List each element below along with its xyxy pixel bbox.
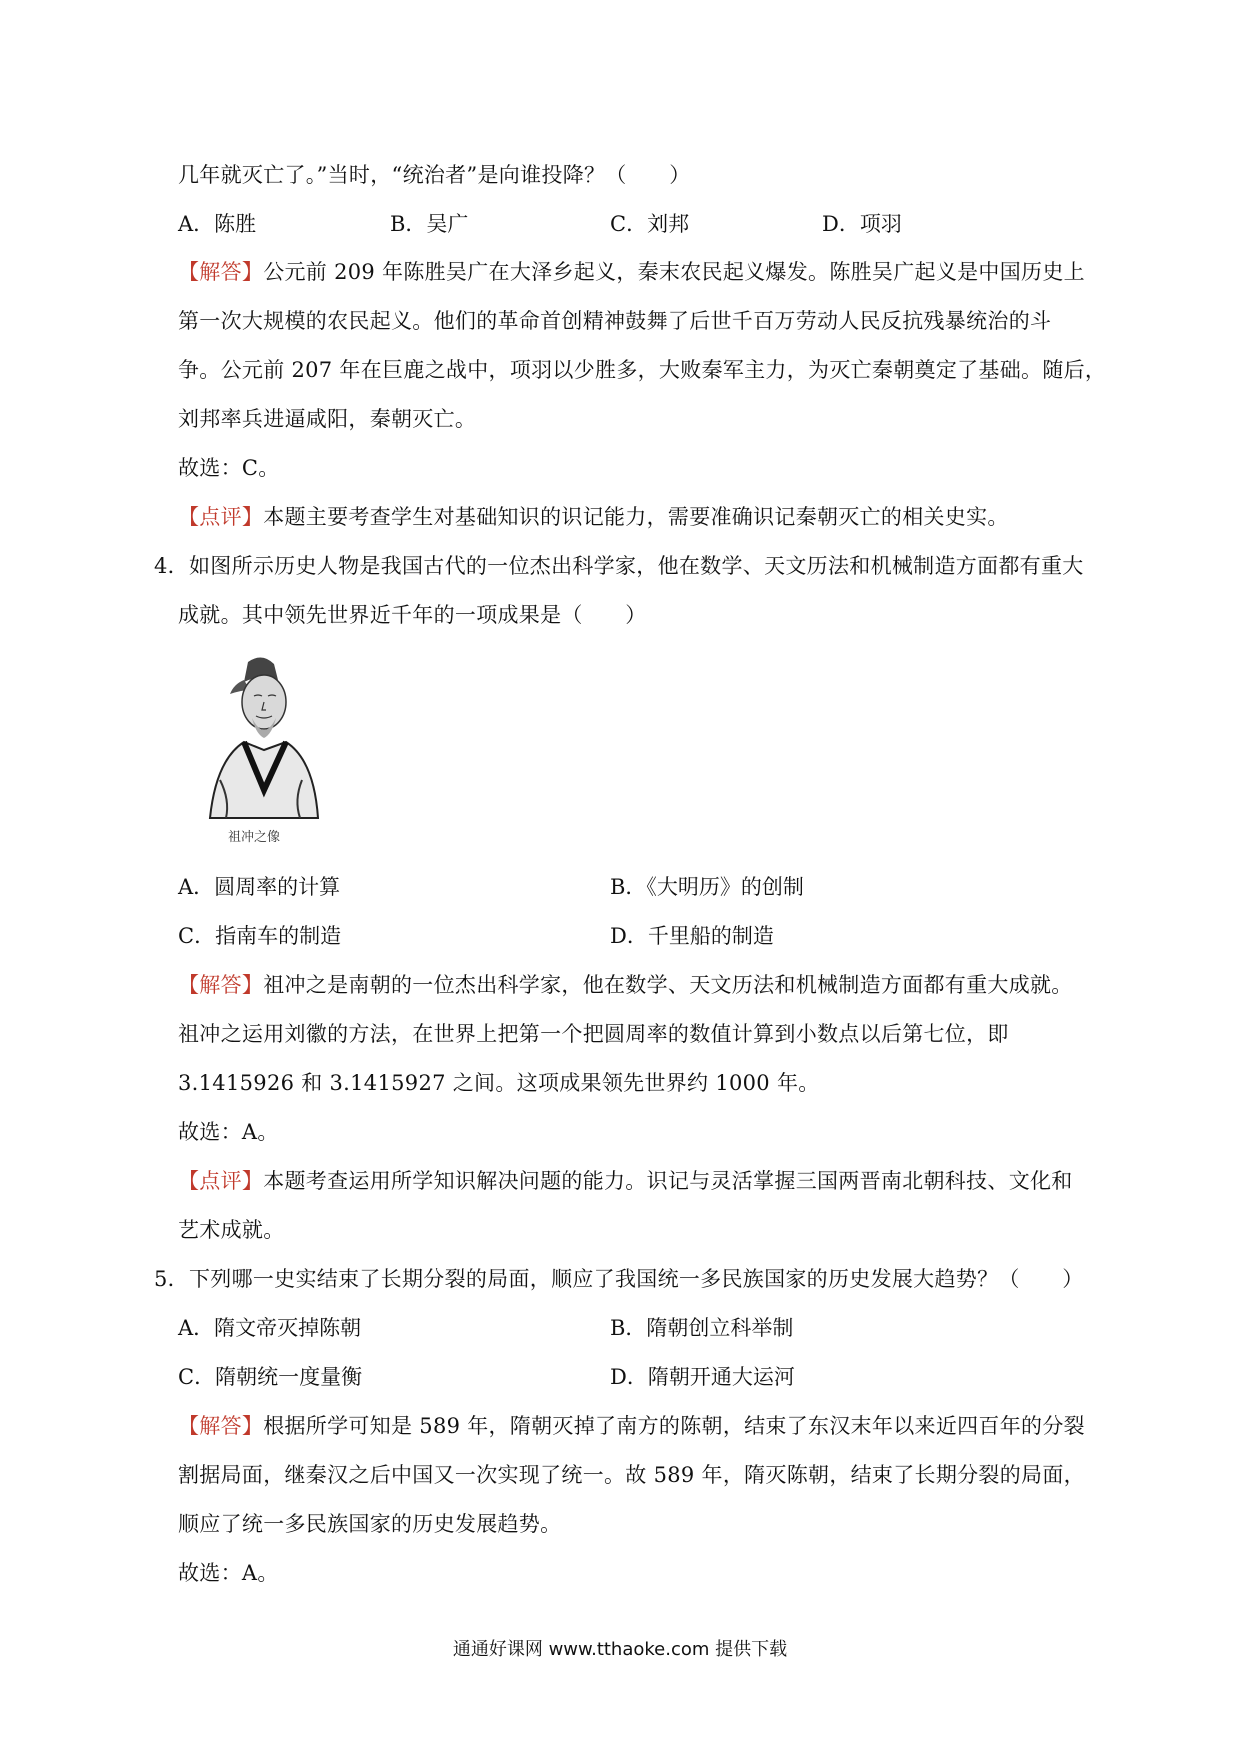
q3-option-a: A．陈胜 [178,212,257,236]
q4-answer-line-2: 祖冲之运用刘徽的方法，在世界上把第一个把圆周率的数值计算到小数点以后第七位，即 [178,1022,1009,1046]
page-footer: 通通好课网 www.tthaoke.com 提供下载 [452,1639,788,1660]
q4-option-b: B．《大明历》的创制 [610,875,804,899]
q4-choice: 故选：A。 [178,1120,279,1144]
q4-option-d: D．千里船的制造 [610,924,774,948]
q5-option-a: A．隋文帝灭掉陈朝 [178,1316,362,1340]
q3-answer-line-2: 第一次大规模的农民起义。他们的革命首创精神鼓舞了后世千百万劳动人民反抗残暴统治的斗 [178,309,1052,333]
q5-stem: 5．下列哪一史实结束了长期分裂的局面，顺应了我国统一多民族国家的历史发展大趋势？（ ） [154,1267,1084,1291]
q3-comment: 【点评】本题主要考查学生对基础知识的识记能力，需要准确识记秦朝灭亡的相关史实。 [178,505,1009,529]
q5-answer-line-3: 顺应了统一多民族国家的历史发展趋势。 [178,1512,562,1536]
q3-answer-line-4: 刘邦率兵进逼咸阳，秦朝灭亡。 [178,407,477,431]
q4-comment-line-1: 【点评】本题考查运用所学知识解决问题的能力。识记与灵活掌握三国两晋南北朝科技、文化和 [178,1169,1073,1193]
q5-number: 5． [154,1267,189,1291]
q4-stem-line-2: 成就。其中领先世界近千年的一项成果是（ ） [178,603,647,627]
portrait-caption: 祖冲之像 [228,830,281,845]
q4-answer-line-3: 3.1415926 和 3.1415927 之间。这项成果领先世界约 1000 年。 [178,1071,820,1095]
zu-chongzhi-portrait-image [190,650,330,820]
q3-option-d: D．项羽 [822,212,902,236]
q4-number: 4． [154,554,189,578]
q3-answer-line-3: 争。公元前 207 年在巨鹿之战中，项羽以少胜多，大败秦军主力，为灭亡秦朝奠定了基础。随后， [178,358,1107,382]
q4-option-a: A．圆周率的计算 [178,875,341,899]
q4-answer-tag: 【解答】 [178,973,264,997]
q3-choice: 故选：C。 [178,456,280,480]
q5-answer-line-1: 【解答】根据所学可知是 589 年，隋朝灭掉了南方的陈朝，结束了东汉末年以来近四百年的分裂 [178,1414,1085,1438]
q5-answer-line-2: 割据局面，继秦汉之后中国又一次实现了统一。故 589 年，隋灭陈朝，结束了长期分裂的局面， [178,1463,1085,1487]
q3-answer-line-1: 【解答】公元前 209 年陈胜吴广在大泽乡起义，秦末农民起义爆发。陈胜吴广起义是中国历史上 [178,260,1085,284]
q3-answer-tag: 【解答】 [178,260,264,284]
q4-comment-line-2: 艺术成就。 [178,1218,285,1242]
q3-option-c: C．刘邦 [610,212,690,236]
q3-comment-tag: 【点评】 [178,505,264,529]
q3-stem-continuation: 几年就灭亡了。”当时，“统治者”是向谁投降？（ ） [178,163,691,187]
q5-option-b: B．隋朝创立科举制 [610,1316,794,1340]
q4-option-c: C．指南车的制造 [178,924,342,948]
q5-choice: 故选：A。 [178,1561,279,1585]
q4-stem-line-1: 4．如图所示历史人物是我国古代的一位杰出科学家，他在数学、天文历法和机械制造方面都有重大 [154,554,1084,578]
q4-answer-line-1: 【解答】祖冲之是南朝的一位杰出科学家，他在数学、天文历法和机械制造方面都有重大成就。 [178,973,1073,997]
q5-option-d: D．隋朝开通大运河 [610,1365,795,1389]
q5-option-c: C．隋朝统一度量衡 [178,1365,363,1389]
q4-comment-tag: 【点评】 [178,1169,264,1193]
q3-option-b: B．吴广 [390,212,469,236]
q5-answer-tag: 【解答】 [178,1414,264,1438]
